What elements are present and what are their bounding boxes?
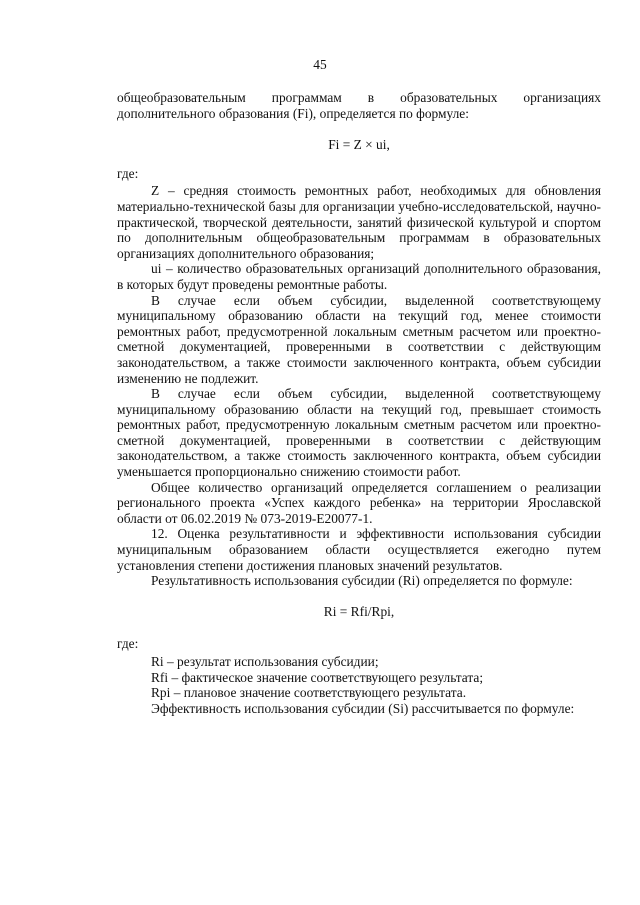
paragraph-ui-definition: ui – количество образовательных организаций дополнительного образования, в которых будут проведены ремонтные работы. [117, 261, 601, 292]
paragraph-subsidy-exceeds: В случае если объем субсидии, выделенной соответствующему муниципальному образованию области на текущий год, превышает стоимость ремонтных работ, предусмотренную локальным сметным расчетом или проектно-сметной документацией, проверенными в соответствии с действующим законодательством, а также стоимость заключенного контракта, объем субсидии уменьшается пропорционально снижению стоимости работ. [117, 386, 601, 480]
page-number: 45 [313, 57, 327, 72]
paragraph-section-12: 12. Оценка результативности и эффективности использования субсидии муниципальным образованием области осуществляется ежегодно путем установления степени достижения плановых значений результатов. [117, 526, 601, 573]
paragraph-ri-definition: Ri – результат использования субсидии; [151, 654, 379, 669]
paragraph-z-definition: Z – средняя стоимость ремонтных работ, необходимых для обновления материально-технической базы для организации учебно-исследовательской, научно-практической, творческой деятельности, занятий физической культурой и спортом по дополнительным общеобразовательным программам в образовательных организациях дополнительного образования; [117, 183, 601, 261]
paragraph-organizations-count: Общее количество организаций определяется соглашением о реализации регионального проекта «Успех каждого ребенка» на территории Ярославской области от 06.02.2019 № 073-2019-Е20077-1. [117, 479, 601, 526]
formula-ri: Ri = Rfi/Rpi, [323, 603, 395, 619]
where-label: где: [117, 165, 139, 181]
paragraph-rfi-definition: Rfi – фактическое значение соответствующего результата; [151, 669, 484, 685]
where-label-2: где: [117, 636, 139, 652]
paragraph-effectiveness-intro: Результативность использования субсидии (Ri) определяется по формуле: [151, 573, 573, 589]
paragraph-rpi-definition: Rpi – плановое значение соответствующего результата. [151, 685, 467, 701]
paragraph-subsidy-less: В случае если объем субсидии, выделенной соответствующему муниципальному образованию области на текущий год, менее стоимости ремонтных работ, предусмотренной локальным сметным расчетом или проектно-сметной документацией, проверенными в соответствии с действующим законодательством, а также стоимости заключенного контракта, объем субсидии изменению не подлежит. [117, 292, 601, 386]
document-body [117, 90, 601, 716]
paragraph-si-intro: Эффективность использования субсидии (Si) рассчитывается по формуле: [151, 700, 575, 716]
formula-fi: Fi = Z × ui, [328, 137, 390, 153]
paragraph-formula-intro: общеобразовательным программам в образовательных организациях дополнительного образования (Fi), определяется по формуле: [117, 90, 601, 121]
